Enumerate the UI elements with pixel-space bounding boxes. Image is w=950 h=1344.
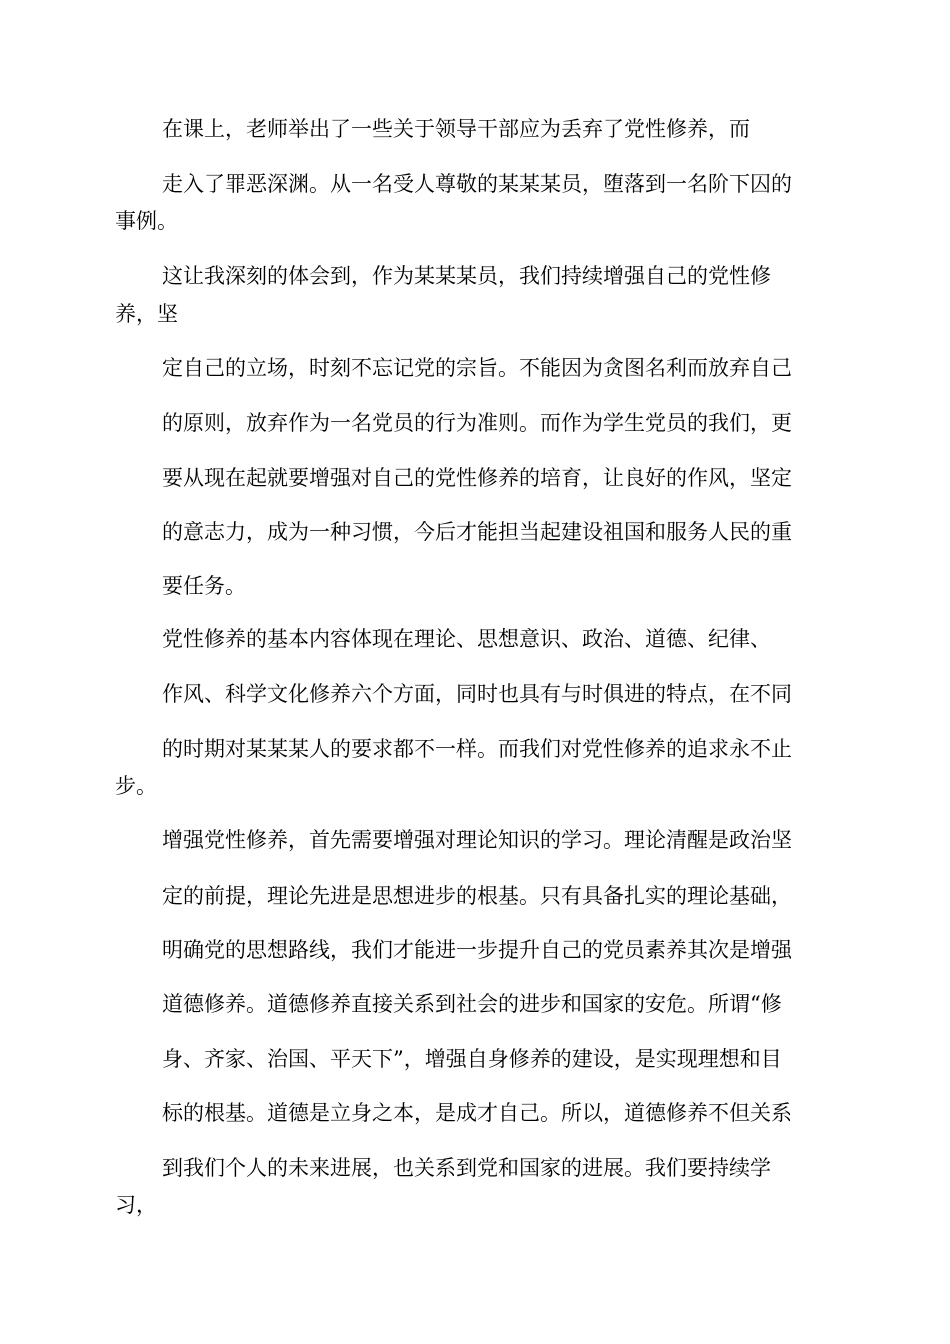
text-line: 的意志力，成为一种习惯，今后才能担当起建设祖国和服务人民的重 bbox=[162, 520, 792, 544]
text-line: 党性修养的基本内容体现在理论、思想意识、政治、道德、纪律、 bbox=[162, 627, 771, 651]
text-line: 标的根基。道德是立身之本，是成才自己。所以，道德修养不但关系 bbox=[162, 1101, 792, 1125]
text-line: 到我们个人的未来进展，也关系到党和国家的进展。我们要持续学 bbox=[162, 1156, 771, 1180]
text-line: 步。 bbox=[115, 774, 157, 798]
text-line: 要任务。 bbox=[162, 574, 246, 598]
text-line: 这让我深刻的体会到，作为某某某员，我们持续增强自己的党性修 bbox=[162, 264, 771, 288]
text-line: 定自己的立场，时刻不忘记党的宗旨。不能因为贪图名利而放弃自己 bbox=[162, 356, 792, 380]
text-line: 增强党性修养，首先需要增强对理论知识的学习。理论清醒是政治坚 bbox=[162, 828, 792, 852]
text-line: 要从现在起就要增强对自己的党性修养的培育，让良好的作风，坚定 bbox=[162, 466, 792, 490]
text-line: 的原则，放弃作为一名党员的行为准则。而作为学生党员的我们，更 bbox=[162, 411, 792, 435]
text-line: 身、齐家、治国、平天下”，增强自身修养的建设，是实现理想和目 bbox=[162, 1047, 782, 1071]
text-line: 明确党的思想路线，我们才能进一步提升自己的党员素养其次是增强 bbox=[162, 938, 792, 962]
text-line: 养，坚 bbox=[115, 302, 178, 326]
text-line: 事例。 bbox=[115, 209, 178, 233]
text-line: 作风、科学文化修养六个方面，同时也具有与时俱进的特点，在不同 bbox=[162, 682, 792, 706]
text-line: 定的前提，理论先进是思想进步的根基。只有具备扎实的理论基础， bbox=[162, 884, 792, 908]
text-line: 在课上，老师举出了一些关于领导干部应为丢弃了党性修养，而 bbox=[162, 117, 750, 141]
text-line: 习， bbox=[115, 1193, 157, 1217]
text-line: 道德修养。道德修养直接关系到社会的进步和国家的安危。所谓“修 bbox=[162, 992, 782, 1016]
text-line: 的时期对某某某人的要求都不一样。而我们对党性修养的追求永不止 bbox=[162, 737, 792, 761]
text-line: 走入了罪恶深渊。从一名受人尊敬的某某某员，堕落到一名阶下囚的 bbox=[162, 172, 792, 196]
